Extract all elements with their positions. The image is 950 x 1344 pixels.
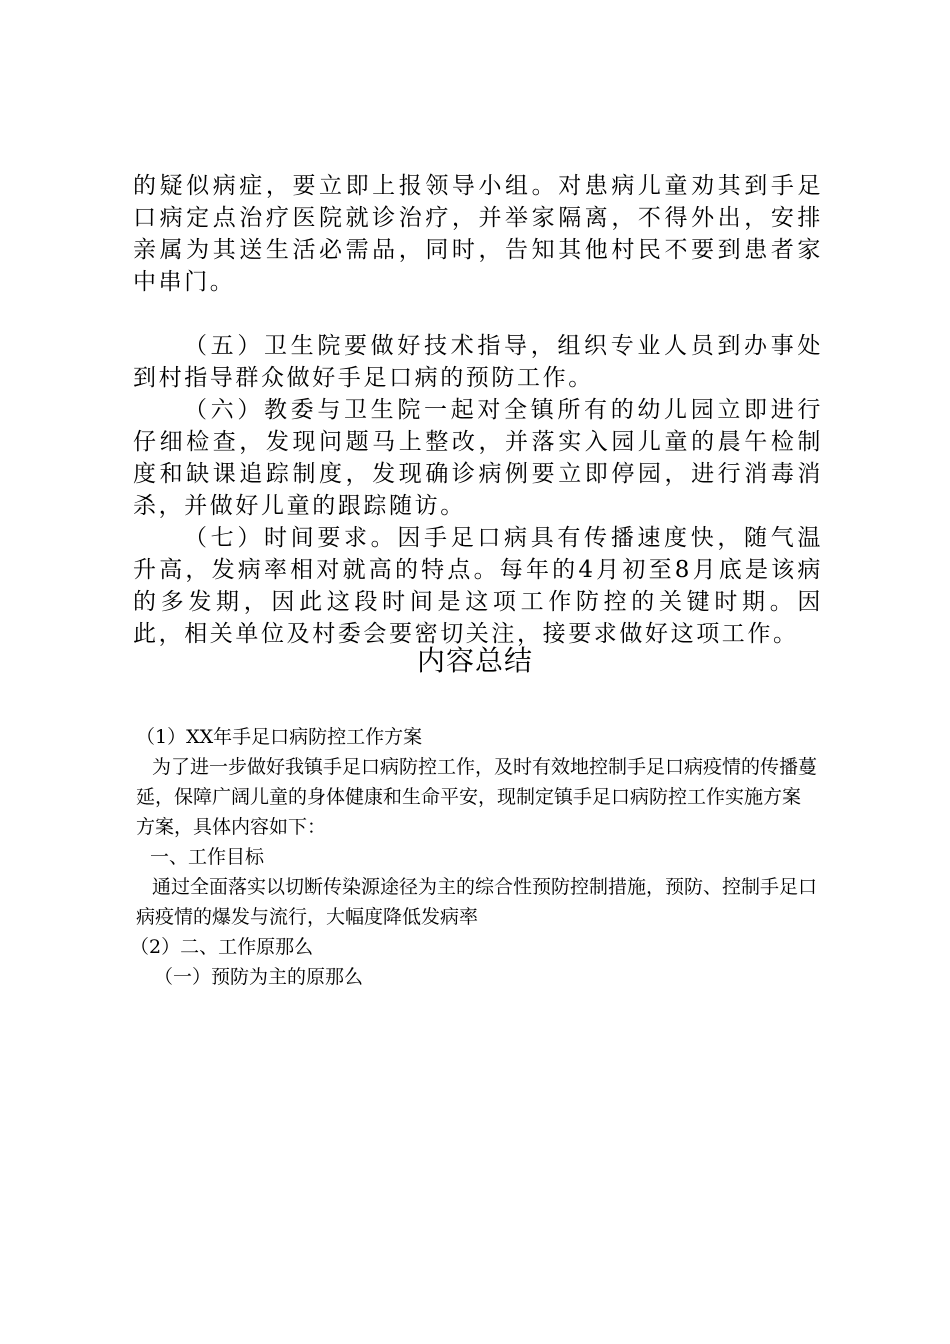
summary-line-1: （1）XX年手足口病防控工作方案 <box>136 726 423 748</box>
summary-heading: 内容总结 <box>416 644 533 677</box>
summary-goal-paragraph: 通过全面落实以切断传染源途径为主的综合性预防控制措施，预防、控制手足口病疫情的爆发与流行，大幅度降低发病率 <box>136 876 818 928</box>
summary-intro-paragraph: 为了进一步做好我镇手足口病防控工作，及时有效地控制手足口病疫情的传播蔓延，保障广阔儿童的身体健康和生命平安，现制定镇手足口病防控工作实施方案方案，具体内容如下： <box>136 756 818 838</box>
summary-line-2: （2）二、工作原那么 <box>130 936 314 958</box>
paragraph-gap <box>133 298 823 330</box>
body-text-section <box>133 170 823 650</box>
summary-goal-heading: 一、工作目标 <box>150 846 265 868</box>
summary-principle-item: （一）预防为主的原那么 <box>154 966 364 988</box>
paragraph-item-7: （七）时间要求。因手足口病具有传播速度快，随气温升高，发病率相对就高的特点。每年的4月初至8月底是该病的多发期，因此这段时间是这项工作防控的关键时期。因此，相关单位及村委会要密切关注，接要求做好这项工作。 <box>133 525 823 647</box>
paragraph-isolation: 的疑似病症，要立即上报领导小组。对患病儿童劝其到手足口病定点治疗医院就诊治疗，并举家隔离，不得外出，安排亲属为其送生活必需品，同时，告知其他村民不要到患者家中串门。 <box>133 173 823 295</box>
paragraph-item-6: （六）教委与卫生院一起对全镇所有的幼儿园立即进行仔细检查，发现问题马上整改，并落实入园儿童的晨午检制度和缺课追踪制度，发现确诊病例要立即停园，进行消毒消杀，并做好儿童的跟踪随访。 <box>133 397 823 519</box>
paragraph-item-5: （五）卫生院要做好技术指导，组织专业人员到办事处到村指导群众做好手足口病的预防工作。 <box>133 333 823 391</box>
summary-section <box>130 722 818 992</box>
